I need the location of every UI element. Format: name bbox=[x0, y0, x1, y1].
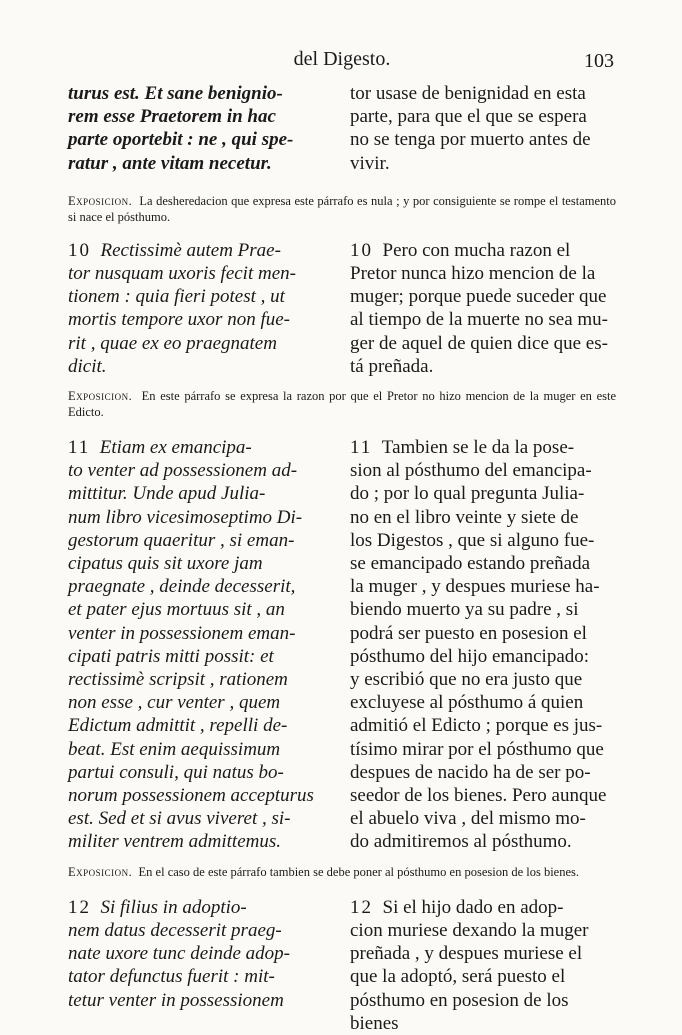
spanish-text: Tambien se le da la pose- sion al pósthumo del emancipa- do ; por lo qual pregunta Julia- no en el libro veinte y siete de los Digestos , que si alguno fue- se emancipado estando preñada la muger , y despues muriese ha- biendo muerto ya su padre , si podrá ser puesto en posesion el pósthumo del hijo emancipado: y escribió que no era justo que excluyese al pósthumo á quien admitió el Edicto ; porque es jus- tísimo mirar por el pósthumo que despues de nacido ha de ser po- seedor de los bienes. Pero aunque el abuelo viva , del mismo mo- do admitiremos al pósthumo. bbox=[350, 437, 607, 853]
paragraph-pair-continued bbox=[68, 82, 616, 175]
exposicion-note bbox=[68, 388, 616, 420]
exposicion-note bbox=[68, 864, 616, 880]
spanish-column bbox=[350, 239, 616, 378]
spanish-text: tor usase de benignidad en esta parte, para que el que se espera no se tenga por muerto antes de vivir. bbox=[350, 83, 591, 174]
latin-column bbox=[68, 239, 334, 378]
exposicion-label: Exposicion. bbox=[68, 193, 133, 208]
paragraph-number: 12 bbox=[68, 896, 91, 918]
book-page bbox=[68, 48, 616, 1035]
exposicion-text: En el caso de este párrafo tambien se debe poner al pósthumo en posesion de los bienes. bbox=[138, 864, 580, 879]
spanish-column bbox=[350, 436, 616, 854]
paragraph-pair-12 bbox=[68, 896, 616, 1035]
page-number: 103 bbox=[584, 50, 614, 72]
exposicion-label: Exposicion. bbox=[68, 389, 133, 404]
page-header bbox=[68, 48, 616, 74]
latin-column bbox=[68, 896, 334, 1035]
exposicion-text: En este párrafo se expresa la razon por que el Pretor no hizo mencion de la muger en este Edicto. bbox=[68, 389, 616, 420]
paragraph-number: 12 bbox=[350, 896, 373, 918]
paragraph-pair-11 bbox=[68, 436, 616, 854]
exposicion-label: Exposicion. bbox=[68, 864, 133, 879]
spanish-text: Si el hijo dado en adop- cion muriese dexando la muger preñada , y despues muriese el que la adoptó, será puesto el pósthumo en posesion de los bienes bbox=[350, 896, 589, 1034]
paragraph-number: 10 bbox=[350, 239, 373, 261]
latin-text: Si filius in adoptio- nem datus decesserit praeg- nate uxore tunc deinde adop- tator defunctus fuerit : mit- tetur venter in possessionem bbox=[68, 896, 290, 1011]
latin-text: Etiam ex emancipa- to venter ad possessionem ad- mittitur. Unde apud Julia- num libro vicesimoseptimo Di- gestorum quaeritur , si eman- cipatus quis sit uxore jam praegnate , deinde decesserit, et pater ejus mortuus sit , an venter in possessionem eman- cipati patris mitti possit: et rectissimè scripsit , rationem non esse , cur venter , quem Edictum admittit , repelli de- beat. Est enim aequissimum partui consuli, qui natus bo- norum possessionem accepturus est. Sed et si avus viveret , si- militer ventrem admittemus. bbox=[68, 437, 314, 853]
paragraph-number: 11 bbox=[350, 437, 373, 459]
latin-column bbox=[68, 436, 334, 854]
paragraph-number: 11 bbox=[68, 437, 91, 459]
paragraph-pair-10 bbox=[68, 239, 616, 378]
latin-text: Rectissimè autem Prae- tor nusquam uxoris fecit men- tionem : quia fieri potest , ut mortis tempore uxor non fue- rit , quae ex eo praegnatem dicit. bbox=[68, 239, 296, 377]
exposicion-note bbox=[68, 193, 616, 225]
exposicion-text: La desheredacion que expresa este párrafo es nula ; y por consiguiente se rompe el testamento si nace el pósthumo. bbox=[68, 193, 616, 224]
running-title: del Digesto. bbox=[293, 48, 391, 70]
spanish-column bbox=[350, 896, 616, 1035]
spanish-text: Pero con mucha razon el Pretor nunca hizo mencion de la muger; porque puede suceder que al tiempo de la muerte no sea mu- ger de aquel de quien dice que es- tá preñada. bbox=[350, 239, 608, 377]
paragraph-number: 10 bbox=[68, 239, 91, 261]
latin-text: turus est. Et sane benignio- rem esse Praetorem in hac parte oportebit : ne , qui spe- ratur , ante vitam necetur. bbox=[68, 83, 294, 174]
